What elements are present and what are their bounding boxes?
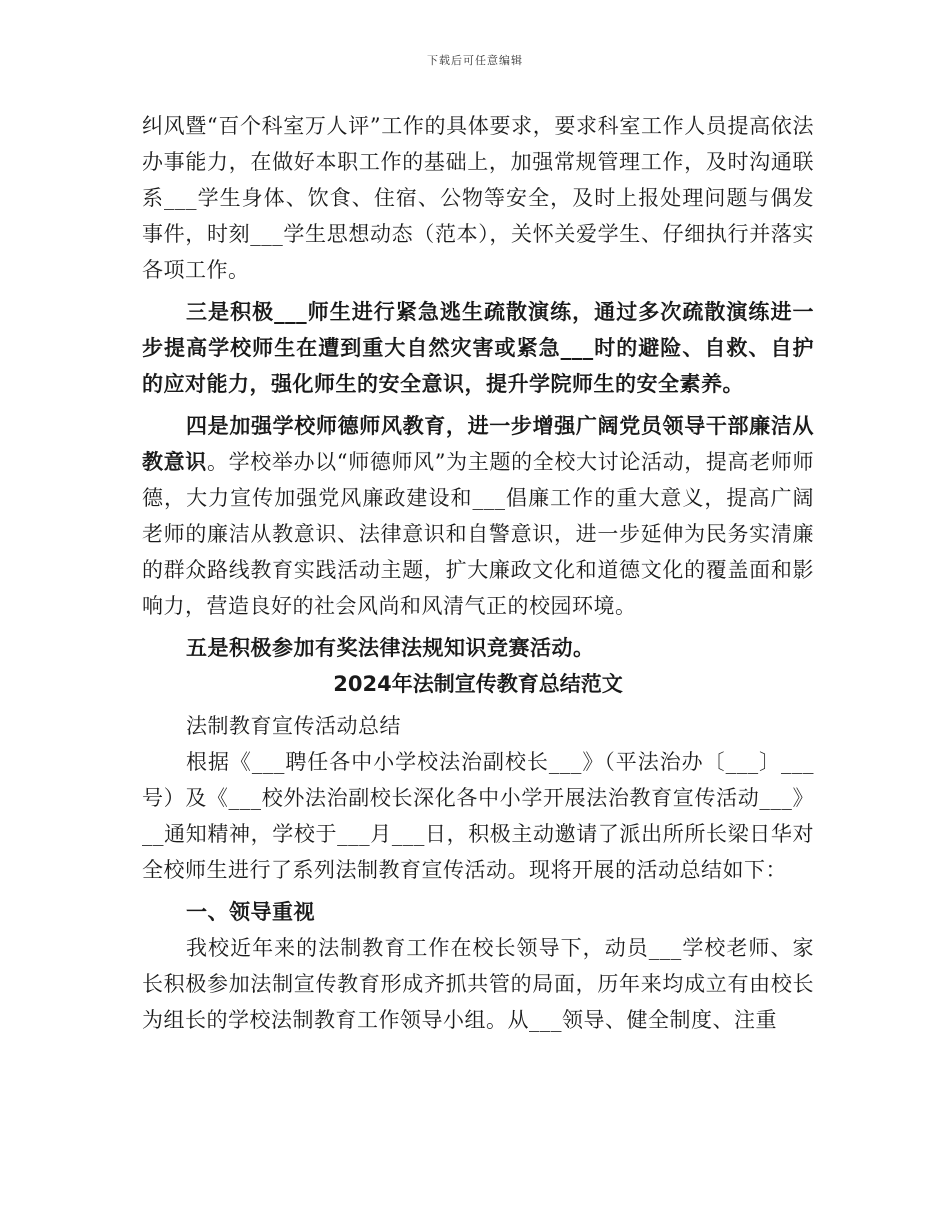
paragraph-3: [142, 408, 814, 624]
document-body: [142, 108, 814, 1038]
paragraph-3-body: 。学校举办以“师德师风”为主题的全校大讨论活动，提高老师师德，大力宣传加强党风廉政建设和___倡廉工作的重大意义，提高广阔老师的廉洁从教意识、法律意识和自警意识，进一步延伸为民务实清廉的群众路线教育实践活动主题，扩大廉政文化和道德文化的覆盖面和影响力，营造良好的社会风尚和风清气正的校园环境。: [142, 450, 814, 618]
paragraph-7: 我校近年来的法制教育工作在校长领导下，动员___学校老师、家长积极参加法制宣传教育形成齐抓共管的局面，历年来均成立有由校长为组长的学校法制教育工作领导小组。从___领导、健全制度、注重: [142, 936, 814, 1032]
heading-leadership: 一、领导重视: [186, 899, 315, 924]
page-header-note: 下载后可任意编辑: [427, 54, 523, 67]
paragraph-3-lead: 四是加强学校师德师风教育，进一步增强广阔党员领导干部廉洁从教意识: [142, 413, 814, 474]
paragraph-5-subtitle: 法制教育宣传活动总结: [186, 714, 401, 738]
paragraph-2-bold: 三是积极___师生进行紧急逃生疏散演练，通过多次疏散演练进一步提高学校师生在遭到重大自然灾害或紧急___时的避险、自救、自护的应对能力，强化师生的安全意识，提升学院师生的安全素养。: [142, 299, 814, 396]
section-title: 2024年法制宣传教育总结范文: [333, 672, 623, 696]
paragraph-4-bold: 五是积极参加有奖法律法规知识竞赛活动。: [186, 635, 595, 660]
paragraph-1: 纠风暨“百个科室万人评”工作的具体要求，要求科室工作人员提高依法办事能力，在做好本职工作的基础上，加强常规管理工作，及时沟通联系___学生身体、饮食、住宿、公物等安全，及时上报处理问题与偶发事件，时刻___学生思想动态（范本），关怀关爱学生、仔细执行并落实各项工作。: [142, 114, 814, 282]
paragraph-6: 根据《___聘任各中小学校法治副校长___》（平法治办〔___〕___号）及《___校外法治副校长深化各中小学开展法治教育宣传活动___》__通知精神，学校于___月___日，积极主动邀请了派出所所长梁日华对全校师生进行了系列法制教育宣传活动。现将开展的活动总结如下：: [142, 750, 814, 882]
